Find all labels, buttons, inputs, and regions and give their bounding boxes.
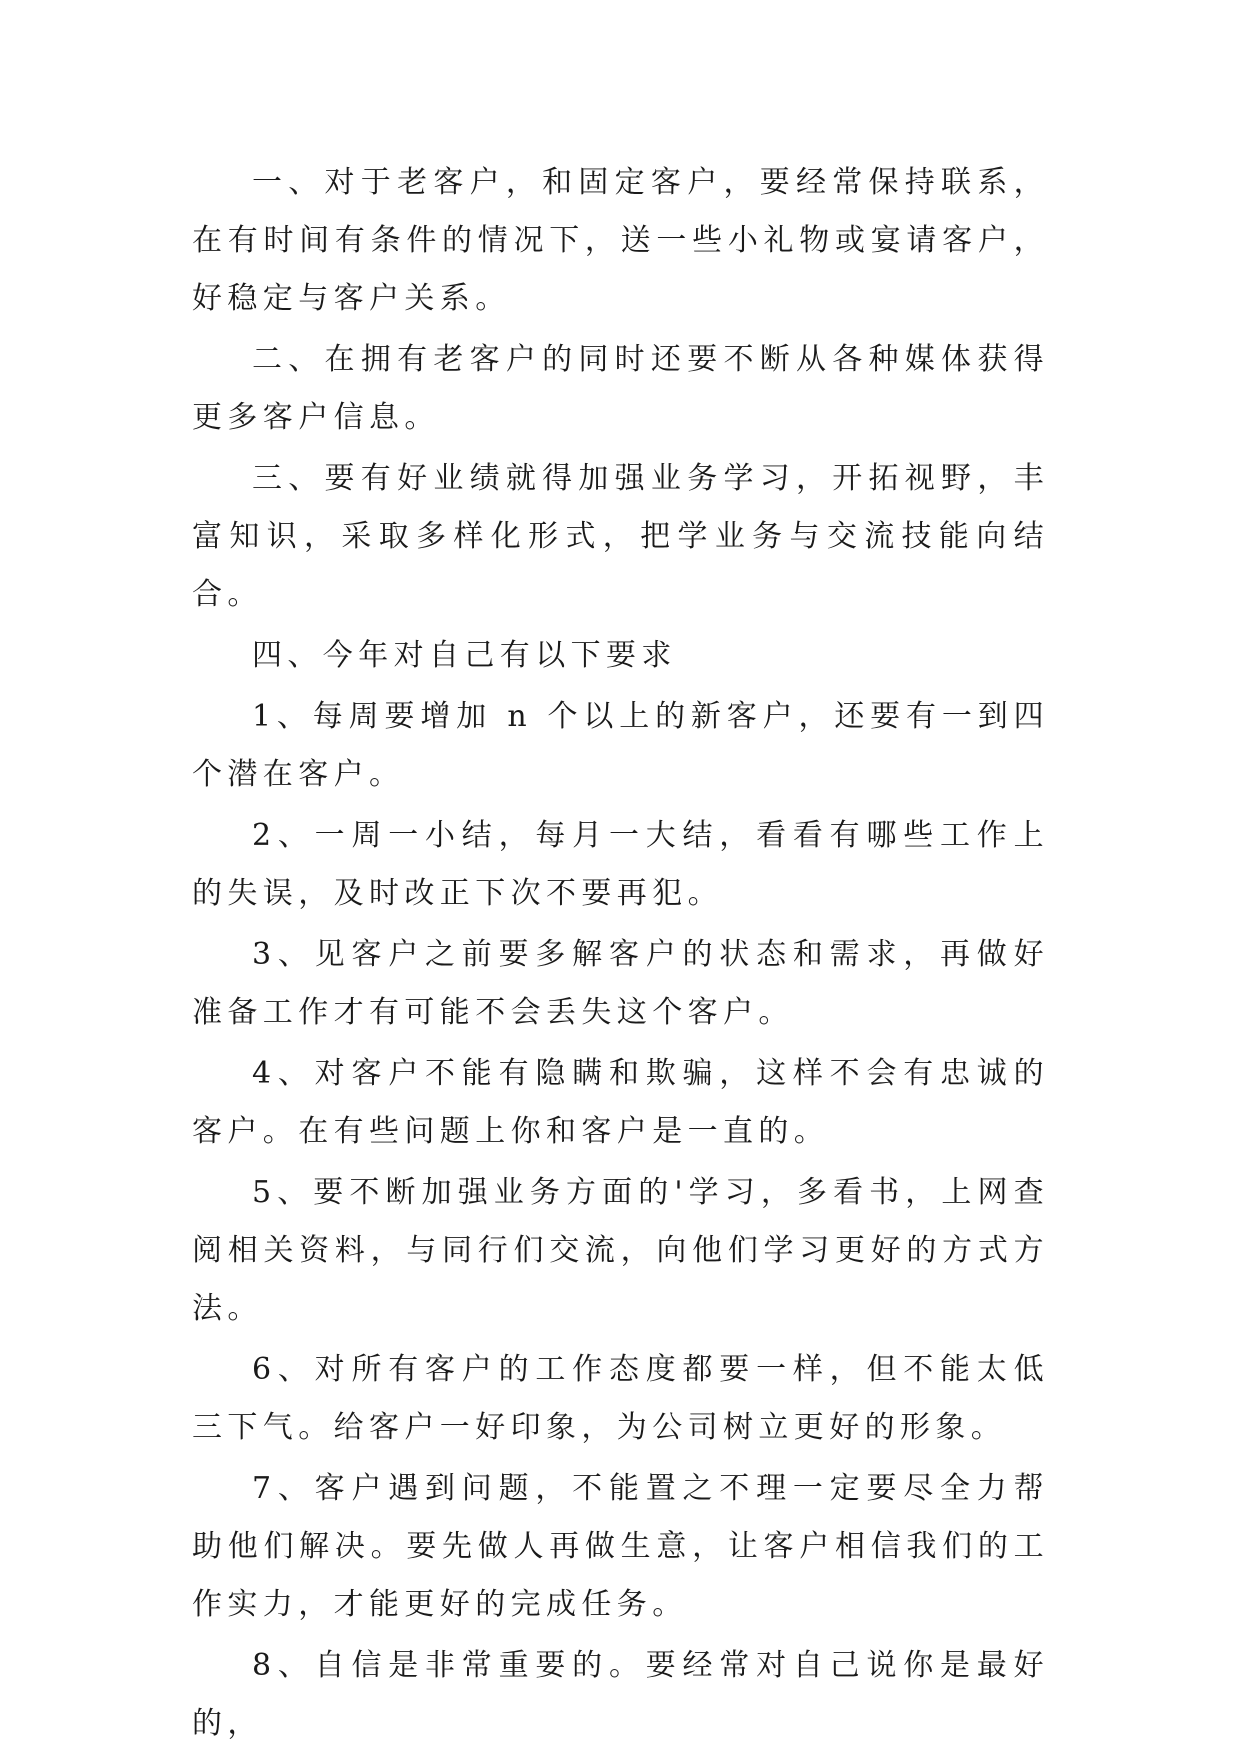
paragraph-2: 二、在拥有老客户的同时还要不断从各种媒体获得更多客户信息。 [192,342,1049,435]
paragraph-1: 一、对于老客户，和固定客户，要经常保持联系，在有时间有条件的情况下，送一些小礼物或宴请客户，好稳定与客户关系。 [192,165,1049,316]
paragraph-11: 7、客户遇到问题，不能置之不理一定要尽全力帮助他们解决。要先做人再做生意，让客户相信我们的工作实力，才能更好的完成任务。 [192,1471,1049,1622]
paragraph-5: 1、每周要增加 n 个以上的新客户，还要有一到四个潜在客户。 [192,699,1049,792]
paragraph-9: 5、要不断加强业务方面的'学习，多看书，上网查阅相关资料，与同行们交流，向他们学习更好的方式方法。 [192,1175,1049,1326]
paragraph-10: 6、对所有客户的工作态度都要一样，但不能太低三下气。给客户一好印象，为公司树立更好的形象。 [192,1352,1049,1445]
paragraph-8: 4、对客户不能有隐瞒和欺骗，这样不会有忠诚的客户。在有些问题上你和客户是一直的。 [192,1056,1049,1149]
document-body [192,154,1049,1756]
paragraph-3: 三、要有好业绩就得加强业务学习，开拓视野，丰富知识，采取多样化形式，把学业务与交流技能向结合。 [192,461,1049,612]
paragraph-12: 8、自信是非常重要的。要经常对自己说你是最好的， [192,1648,1049,1741]
paragraph-4: 四、今年对自己有以下要求 [252,638,677,673]
paragraph-7: 3、见客户之前要多解客户的状态和需求，再做好准备工作才有可能不会丢失这个客户。 [192,937,1049,1030]
paragraph-6: 2、一周一小结，每月一大结，看看有哪些工作上的失误，及时改正下次不要再犯。 [192,818,1049,911]
